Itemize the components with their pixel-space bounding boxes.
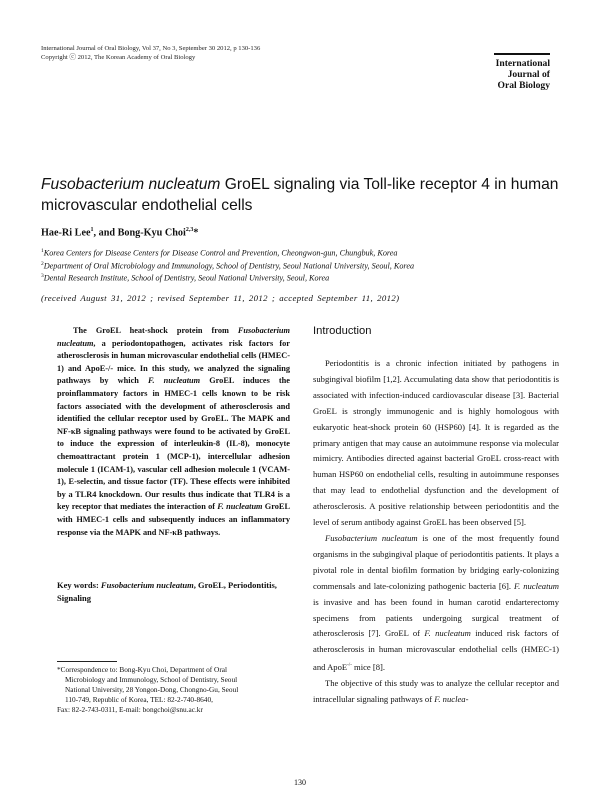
received-dates: (received August 31, 2012 ; revised September 11, 2012 ; accepted September 11, 2012) xyxy=(41,293,400,303)
abstract-part-4: GroEL with HMEC-1 cells and subsequently induces an inflammatory response via the MAPK and NF-κB pathways. xyxy=(57,502,290,537)
intro-species-1: Fusobacterium nucleatum xyxy=(325,532,418,543)
citation-line: International Journal of Oral Biology, Vol 37, No 3, September 30 2012, p 130-136 xyxy=(41,45,261,52)
author-list xyxy=(41,227,198,238)
intro-p3-part-a: The objective of this study was to analyze the cellular receptor and intracellular signaling pathways of xyxy=(313,677,559,704)
affiliation-3 xyxy=(41,271,414,284)
affiliation-2-text: Department of Oral Microbiology and Immunology, School of Dentistry, Seoul National University, Seoul, Korea xyxy=(43,261,415,271)
affiliations xyxy=(41,246,414,284)
footnote-line-2: Microbiology and Immunology, School of Dentistry, Seoul xyxy=(65,675,238,684)
keywords-species: Fusobacterium nucleatum xyxy=(100,580,194,590)
keywords xyxy=(57,579,290,605)
author-1: Hae-Ri Lee xyxy=(41,227,91,239)
intro-species-2: F. nucleatum xyxy=(513,580,559,591)
keywords-label: Key words: xyxy=(57,580,101,590)
abstract-column xyxy=(57,325,290,539)
affiliation-2-num: 2 xyxy=(41,260,44,267)
intro-paragraph-3 xyxy=(313,676,559,708)
author-1-affil: 1 xyxy=(90,227,94,233)
abstract-part-2: , a periodontopathogen, activates risk factors for atherosclerosis in human microvascular endothelial cells (HMEC-1) and ApoE-/- mice. In this study, we analyzed the signaling pathways by which xyxy=(57,338,290,386)
intro-p2-part-d: mice [8]. xyxy=(351,662,386,673)
journal-name-box xyxy=(494,53,550,91)
intro-paragraph-1: Periodontitis is a chronic infection initiated by pathogens in subgingival biofilm [1,2]. Accumulating data show that periodontitis is associated with infection-induced cardiovascular disease [3]. Bacterial GroEL is strongly immunogenic and is highly homologous with eukaryotic heat-shock protein 60 (HSP60) [4]. It is regarded as the primary antigen that may cause an autoimmune response via molecular mimicry. Antibodies directed against bacterial GroEL cross-react with human HSP60 on endothelial cells, resulting in autoimmune responses that may lead to endothelial dysfunction and the development of atherosclerosis. A positive relationship between periodontitis and the level of serum antibody against GroEL has been observed [5]. xyxy=(313,358,559,528)
footnote-line-1: *Correspondence to: Bong-Kyu Choi, Department of Oral xyxy=(57,665,228,674)
footnote-divider xyxy=(57,661,117,662)
intro-p2-part-b: is invasive and has been found in human carotid endarterectomy specimens from patients undergoing surgical treatment of atherosclerosis [7]. GroEL of xyxy=(313,596,559,639)
page-number: 130 xyxy=(294,778,306,787)
affiliation-3-num: 3 xyxy=(41,273,44,280)
affiliation-3-text: Dental Research Institute, School of Dentistry, Seoul National University, Seoul, Korea xyxy=(43,274,330,284)
journal-citation-header xyxy=(41,44,260,62)
author-separator: , and xyxy=(93,227,118,239)
abstract-part-3: GroEL induces the proinflammatory factors in HMEC-1 cells known to be risk factors associated with the development of atherosclerosis and identified the cellular receptor used by GroEL. The MAPK and NF-κB signaling pathways were found to be activated by GroEL to induce the expression of interleukin-8 (IL-8), monocyte chemoattractant protein 1 (MCP-1), intercellular adhesion molecule 1 (ICAM-1), vascular cell adhesion molecule 1 (VCAM-1), E-selectin, and tissue factor (TF). These effects were inhibited by a TLR4 knockdown. Our results thus indicate that TLR4 is a key receptor that mediates the interaction of xyxy=(57,376,290,512)
introduction-column xyxy=(313,325,559,708)
abstract-species-3: F. nucleatum xyxy=(217,502,263,512)
affiliation-2 xyxy=(41,259,414,272)
intro-p2-part-c: induced risk factors of atherosclerosis in human microvascular endothelial cells (HMEC-1) and ApoE xyxy=(313,628,559,673)
copyright-line: Copyright ⓒ 2012, The Korean Academy of Oral Biology xyxy=(41,54,196,61)
title-genus: Fusobacterium nucleatum xyxy=(41,176,221,193)
author-2-affil: 2,3 xyxy=(185,227,194,233)
abstract-text xyxy=(57,325,290,539)
author-2: Bong-Kyu Choi xyxy=(117,227,186,239)
abstract-part-1: The GroEL heat-shock protein from xyxy=(73,326,238,335)
affiliation-1-num: 1 xyxy=(41,248,44,254)
correspondence-footnote xyxy=(57,665,297,715)
intro-paragraph-2 xyxy=(313,531,559,676)
footnote-line-5: Fax: 82-2-743-0311, E-mail: bongchoi@snu.ac.kr xyxy=(57,705,203,714)
journal-name-line-1: International xyxy=(495,58,550,69)
journal-name-line-2: Journal of xyxy=(507,69,550,80)
corresponding-star: * xyxy=(193,227,199,239)
intro-species-3: F. nucleatum xyxy=(424,628,471,639)
abstract-species-1: Fusobacterium nucleatum xyxy=(57,326,290,348)
title-rest: GroEL signaling via Toll-like receptor 4 in human microvascular endothelial cells xyxy=(41,176,559,214)
affiliation-1 xyxy=(41,246,414,259)
intro-p2-part-a: is one of the most frequently found organisms in the subgingival plaque of periodontitis patients. It plays a pivotal role in dental biofilm formation by bridging early-colonizing commensals and late-colonizing pathogenic bacteria [6]. xyxy=(313,532,559,591)
keywords-rest: , GroEL, Periodontitis, Signaling xyxy=(57,580,277,603)
footnote-line-3: National University, 28 Yongon-Dong, Chongno-Gu, Seoul xyxy=(65,685,239,694)
abstract-species-2: F. nucleatum xyxy=(148,376,201,386)
journal-name-line-3: Oral Biology xyxy=(497,80,550,91)
article-title xyxy=(41,174,561,216)
intro-p2-superscript: -/- xyxy=(347,663,352,669)
footnote-line-4: 110-749, Republic of Korea, TEL: 82-2-740-8640, xyxy=(65,695,213,704)
intro-species-4: F. nuclea- xyxy=(434,693,469,704)
affiliation-1-text: Korea Centers for Disease Centers for Disease Control and Prevention, Cheongwon-gun, Chungbuk, Korea xyxy=(43,248,398,258)
introduction-heading: Introduction xyxy=(313,325,372,337)
